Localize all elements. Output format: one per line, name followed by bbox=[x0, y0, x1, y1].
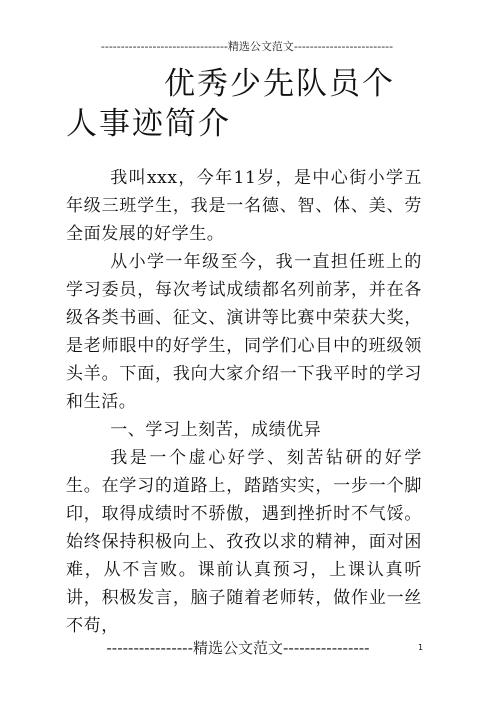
document-title: 优秀少先队员个人事迹简介 bbox=[66, 66, 395, 142]
document-body bbox=[66, 164, 422, 640]
page-number: 1 bbox=[418, 643, 424, 652]
page-header: --------------------------------精选公文范文------------------------- bbox=[100, 40, 394, 53]
page-footer: ----------------精选公文范文---------------- bbox=[106, 639, 370, 657]
section-heading: 一、学习上刻苦，成绩优异 bbox=[110, 420, 322, 440]
paragraph-study: 我是一个虚心好学、刻苦钻研的好学生。在学习的道路上，踏踏实实，一步一个脚印，取得成绩时不骄傲，遇到挫折时不气馁。始终保持积极向上、孜孜以求的精神，面对困难，从不言败。课前认真预习，上课认真听讲，积极发言，脑子随着老师转，做作业一丝不苟， bbox=[66, 448, 422, 636]
paragraph-background: 从小学一年级至今，我一直担任班上的学习委员，每次考试成绩都名列前茅，并在各级各类书画、征文、演讲等比赛中荣获大奖，是老师眼中的好学生，同学们心目中的班级领头羊。下面，我向大家介绍一下我平时的学习和生活。 bbox=[66, 252, 422, 412]
paragraph-intro: 我叫xxx，今年11岁，是中心街小学五年级三班学生，我是一名德、智、体、美、劳全面发展的好学生。 bbox=[66, 168, 422, 244]
